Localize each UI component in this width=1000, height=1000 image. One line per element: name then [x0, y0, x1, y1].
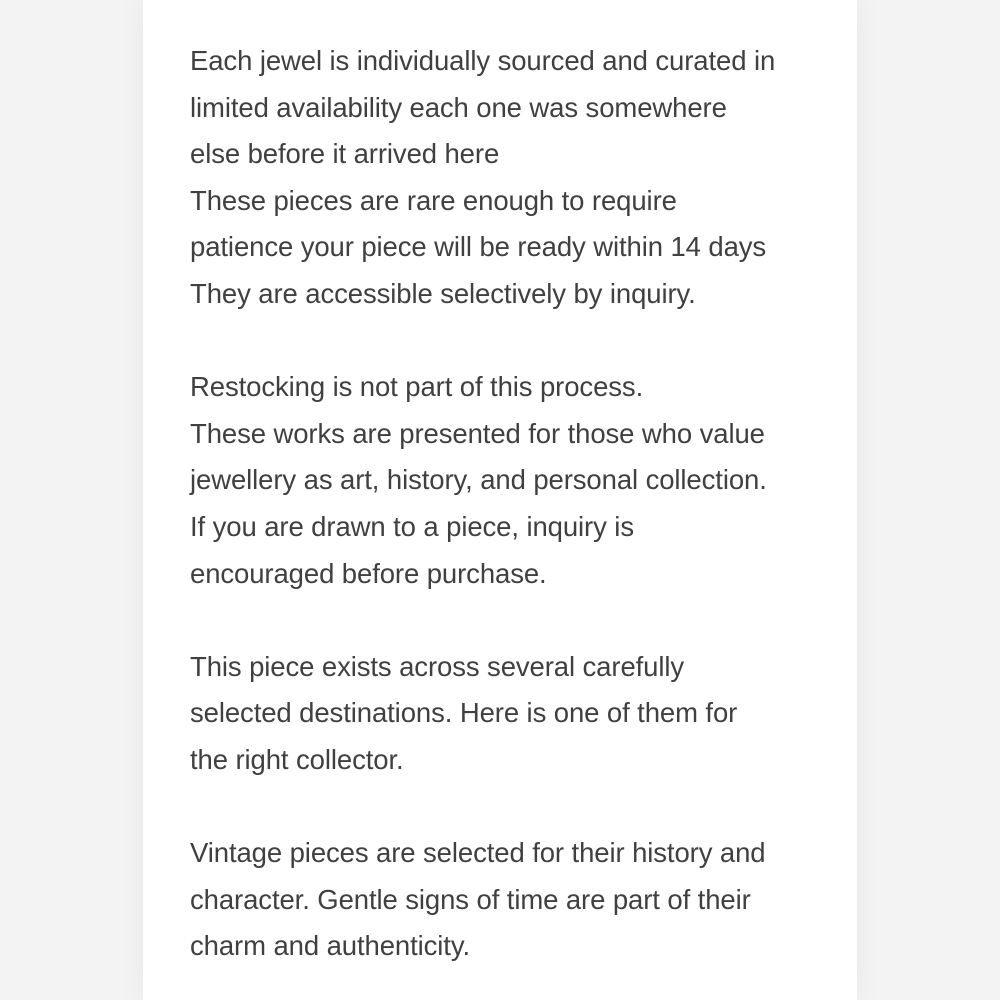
text-line: limited availability each one was somewhere	[190, 91, 727, 123]
text-line: patience your piece will be ready within 14 days	[190, 231, 767, 263]
text-line: charm and authenticity.	[190, 930, 470, 962]
paragraph-spacer	[190, 597, 830, 644]
text-line: These pieces are rare enough to require	[190, 184, 677, 216]
paragraph-restocking	[190, 364, 830, 597]
paragraph-spacer	[190, 318, 830, 365]
paragraph-sourcing	[190, 38, 830, 318]
text-line: These works are presented for those who value	[190, 417, 765, 449]
text-line: Each jewel is individually sourced and curated in	[190, 45, 776, 76]
paragraph-vintage	[190, 830, 830, 970]
text-line: encouraged before purchase.	[190, 557, 547, 589]
document-body	[190, 38, 830, 970]
paragraph-destinations	[190, 644, 830, 784]
text-line: jewellery as art, history, and personal collection.	[190, 464, 767, 496]
text-line: character. Gentle signs of time are part of their	[190, 883, 751, 915]
text-line: selected destinations. Here is one of them for	[190, 697, 738, 729]
document-page	[143, 0, 857, 1000]
text-line: the right collector.	[190, 743, 404, 775]
text-line: They are accessible selectively by inquiry.	[190, 277, 696, 309]
text-line: else before it arrived here	[190, 138, 500, 170]
text-line: This piece exists across several carefully	[190, 650, 685, 682]
paragraph-spacer	[190, 784, 830, 831]
text-line: Vintage pieces are selected for their history and	[190, 837, 766, 869]
text-line: Restocking is not part of this process.	[190, 371, 644, 403]
text-line: If you are drawn to a piece, inquiry is	[190, 510, 634, 542]
